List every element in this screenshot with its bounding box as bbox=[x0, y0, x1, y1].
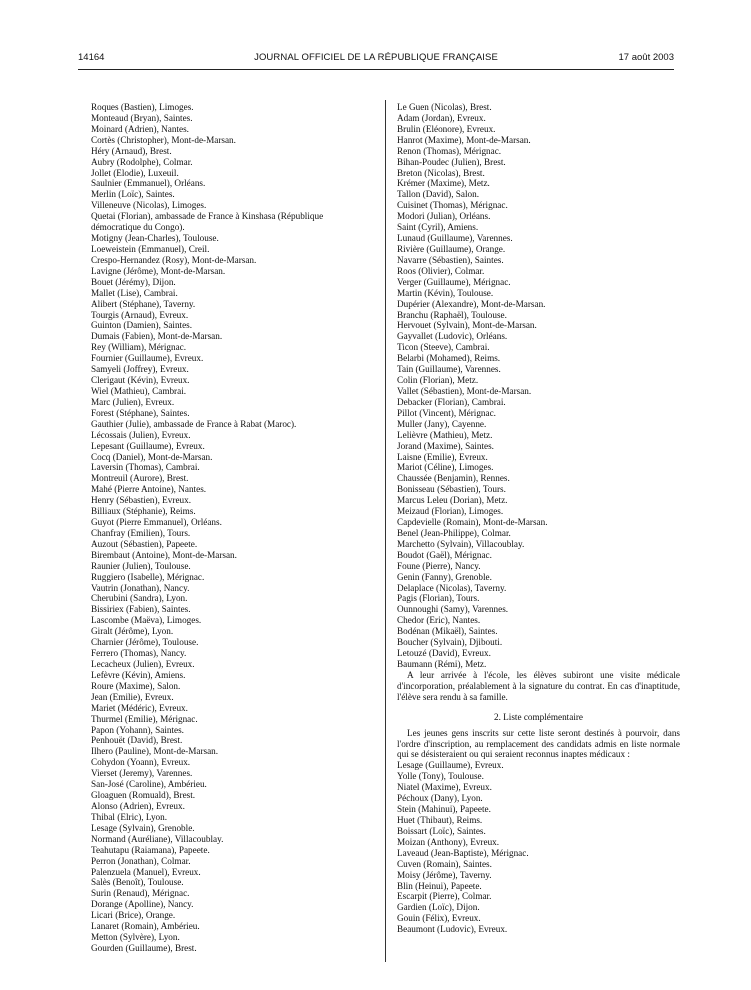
list-item: Baumann (Rémi), Metz. bbox=[397, 659, 487, 670]
list-item: Hervouet (Sylvain), Mont-de-Marsan. bbox=[397, 320, 537, 331]
list-item: Guinton (Damien), Saintes. bbox=[91, 320, 193, 331]
list-item: Navarre (Sébastien), Saintes. bbox=[397, 254, 504, 265]
publication-date: 17 août 2003 bbox=[618, 52, 674, 63]
list-item: Marc (Julien), Evreux. bbox=[91, 396, 175, 407]
list-item: Raunier (Julien), Toulouse. bbox=[91, 560, 191, 571]
list-item: Lunaud (Guillaume), Varennes. bbox=[397, 233, 513, 244]
list-item: Merlin (Loïc), Saintes. bbox=[91, 189, 175, 200]
list-item: Gouin (Félix), Evreux. bbox=[397, 913, 481, 924]
column-divider bbox=[385, 100, 386, 962]
list-item: Héry (Arnaud), Brest. bbox=[91, 145, 172, 156]
list-item: Mariet (Médéric), Evreux. bbox=[91, 702, 188, 713]
list-item: Lelièvre (Mathieu), Metz. bbox=[397, 429, 493, 440]
list-item: Monteaud (Bryan), Saintes. bbox=[91, 112, 193, 123]
list-item: Laveaud (Jean-Baptiste), Mérignac. bbox=[397, 847, 529, 858]
list-item: Cuven (Romain), Saintes. bbox=[397, 858, 492, 869]
list-item: Forest (Stéphane), Saintes. bbox=[91, 407, 190, 418]
list-item: Birembaut (Antoine), Mont-de-Marsan. bbox=[91, 549, 237, 560]
list-item: Cohydon (Yoann), Evreux. bbox=[91, 757, 191, 768]
list-item: Tourgis (Arnaud), Evreux. bbox=[91, 309, 189, 320]
list-item: Chedor (Eric), Nantes. bbox=[397, 615, 481, 626]
list-item: Belarbi (Mohamed), Reims. bbox=[397, 353, 501, 364]
list-item: Lanaret (Romain), Ambérieu. bbox=[91, 921, 200, 932]
list-item: Charnier (Jérôme), Toulouse. bbox=[91, 637, 199, 648]
list-item: Clerigaut (Kévin), Evreux. bbox=[91, 375, 190, 386]
list-item: Lascombe (Maëva), Limoges. bbox=[91, 615, 202, 626]
list-item: Cocq (Daniel), Mont-de-Marsan. bbox=[91, 451, 213, 462]
list-item: Roos (Olivier), Colmar. bbox=[397, 265, 485, 276]
page-number: 14164 bbox=[78, 52, 105, 63]
list-item: Normand (Auréliane), Villacoublay. bbox=[91, 833, 224, 844]
list-item: Vallet (Sébastien), Mont-de-Marsan. bbox=[397, 385, 532, 396]
list-item: Papon (Yohann), Saintes. bbox=[91, 724, 184, 735]
list-item: Wiel (Mathieu), Cambrai. bbox=[91, 385, 187, 396]
right-column bbox=[397, 102, 680, 935]
list-item: Teahutapu (Raiamana), Papeete. bbox=[91, 844, 210, 855]
list-item: Gardien (Loïc), Dijon. bbox=[397, 902, 480, 913]
body-paragraph: A leur arrivée à l'école, les élèves subiront une visite médicale d'incorporation, préalablement à la signature du contrat. En cas d'inaptitude, l'élève sera rendu à sa famille. bbox=[397, 669, 680, 702]
list-item: Gayvallet (Ludovic), Orléans. bbox=[397, 331, 508, 342]
list-item: Chaussée (Benjamin), Rennes. bbox=[397, 473, 510, 484]
list-item: Escarpit (Pierre), Colmar. bbox=[397, 891, 492, 902]
list-item: Bissiriex (Fabien), Saintes. bbox=[91, 604, 191, 615]
list-item: Bodénan (Mikaël), Saintes. bbox=[397, 626, 498, 637]
list-item: Samyeli (Joffrey), Evreux. bbox=[91, 364, 189, 375]
list-item: Lepesant (Guillaume), Evreux. bbox=[91, 440, 205, 451]
list-item: Moizan (Anthony), Evreux. bbox=[397, 836, 500, 847]
list-item: Cherubini (Sandra), Lyon. bbox=[91, 593, 188, 604]
list-item: Guyot (Pierre Emmanuel), Orléans. bbox=[91, 517, 222, 528]
list-item: Henry (Sébastien), Evreux. bbox=[91, 495, 192, 506]
list-item: Licari (Brice), Orange. bbox=[91, 910, 176, 921]
list-item: Crespo-Hernandez (Rosy), Mont-de-Marsan. bbox=[91, 254, 257, 265]
list-item: Vierset (Jeremy), Varennes. bbox=[91, 768, 193, 779]
journal-title: JOURNAL OFFICIEL DE LA RÉPUBLIQUE FRANÇAISE bbox=[254, 52, 498, 63]
list-item: Alonso (Adrien), Evreux. bbox=[91, 801, 185, 811]
list-item: Ticon (Steeve), Cambrai. bbox=[397, 342, 490, 353]
list-item: Bihan-Poudec (Julien), Brest. bbox=[397, 156, 506, 167]
list-item bbox=[91, 211, 374, 233]
list-item: Ferrero (Thomas), Nancy. bbox=[91, 648, 187, 659]
list-item: Giralt (Jérôme), Lyon. bbox=[91, 626, 174, 637]
list-item: Moisy (Jérôme), Taverny. bbox=[397, 869, 492, 880]
list-item: Martin (Kévin), Toulouse. bbox=[397, 287, 494, 298]
list-item: Penhouët (David), Brest. bbox=[91, 735, 183, 746]
list-item: Cortès (Christopher), Mont-de-Marsan. bbox=[91, 134, 236, 145]
list-item: Niatel (Maxime), Evreux. bbox=[397, 782, 492, 793]
list-item: Marcus Leleu (Dorian), Metz. bbox=[397, 495, 508, 506]
list-item: Brulin (Eléonore), Evreux. bbox=[397, 123, 496, 134]
page-header bbox=[78, 52, 674, 66]
list-item: Aubry (Rodolphe), Colmar. bbox=[91, 156, 193, 167]
list-item: Capdevielle (Romain), Mont-de-Marsan. bbox=[397, 517, 548, 528]
list-item: Marchetto (Sylvain), Villacoublay. bbox=[397, 538, 525, 549]
list-item: Branchu (Raphaël), Toulouse. bbox=[397, 309, 507, 320]
list-item: Surin (Renaud), Mérignac. bbox=[91, 888, 190, 899]
list-item: Boissart (Loïc), Saintes. bbox=[397, 825, 486, 836]
list-item: Roques (Bastien), Limoges. bbox=[91, 102, 194, 112]
list-item: Mariot (Céline), Limoges. bbox=[397, 462, 494, 473]
list-item: Gourden (Guillaume), Brest. bbox=[91, 942, 197, 953]
left-column bbox=[91, 102, 374, 954]
section-title: 2. Liste complémentaire bbox=[493, 711, 584, 722]
list-item: Ilhero (Pauline), Mont-de-Marsan. bbox=[91, 746, 219, 757]
list-item: Cuisinet (Thomas), Mérignac. bbox=[397, 200, 508, 211]
list-item: Renon (Thomas), Mérignac. bbox=[397, 145, 502, 156]
list-item: Lavigne (Jérôme), Mont-de-Marsan. bbox=[91, 265, 226, 276]
list-item: Motigny (Jean-Charles), Toulouse. bbox=[91, 233, 219, 244]
list-item: Colin (Florian), Metz. bbox=[397, 375, 479, 386]
list-item: Adam (Jordan), Evreux. bbox=[397, 112, 486, 123]
list-item: Laversin (Thomas), Cambrai. bbox=[91, 462, 200, 473]
list-item: Tallon (David), Salon. bbox=[397, 189, 480, 200]
body-paragraph: Les jeunes gens inscrits sur cette liste seront destinés à pourvoir, dans l'ordre d'inscription, au remplacement des candidats admis en liste normale qui se désisteraient ou qui seraient reconnus inaptes médicaux : bbox=[397, 727, 680, 760]
list-item: Foune (Pierre), Nancy. bbox=[397, 560, 481, 571]
list-item: Letouzé (David), Evreux. bbox=[397, 648, 491, 659]
list-item: Ruggiero (Isabelle), Mérignac. bbox=[91, 571, 205, 582]
list-item: Pillot (Vincent), Mérignac. bbox=[397, 407, 496, 418]
list-item: Bonisseau (Sébastien), Tours. bbox=[397, 484, 506, 495]
list-item: Hanrot (Maxime), Mont-de-Marsan. bbox=[397, 134, 531, 145]
list-item: Palenzuela (Manuel), Evreux. bbox=[91, 866, 201, 877]
list-item: Lefèvre (Kévin), Amiens. bbox=[91, 669, 186, 680]
list-item: San-José (Caroline), Ambérieu. bbox=[91, 779, 207, 790]
list-item: Ounnoughi (Samy), Varennes. bbox=[397, 604, 509, 615]
list-item: Fournier (Guillaume), Evreux. bbox=[91, 353, 204, 364]
list-item-line: démocratique du Congo). bbox=[91, 222, 185, 233]
list-item: Meizaud (Florian), Limoges. bbox=[397, 506, 504, 517]
list-item: Perron (Jonathan), Colmar. bbox=[91, 855, 191, 866]
list-item: Modori (Julian), Orléans. bbox=[397, 211, 491, 222]
list-item: Laisne (Emilie), Evreux. bbox=[397, 451, 488, 462]
list-item: Péchoux (Dany), Lyon. bbox=[397, 793, 483, 804]
list-item: Mallet (Lise), Cambrai. bbox=[91, 287, 178, 298]
list-item: Pagis (Florian), Tours. bbox=[397, 593, 480, 604]
list-item: Chanfray (Emilien), Tours. bbox=[91, 527, 191, 538]
list-item: Krémer (Maxime), Metz. bbox=[397, 178, 490, 189]
list-item: Gauthier (Julie), ambassade de France à Rabat (Maroc). bbox=[91, 418, 297, 429]
list-item: Huet (Thibaut), Reims. bbox=[397, 815, 483, 825]
list-item: Dorange (Apolline), Nancy. bbox=[91, 899, 194, 910]
list-item: Breton (Nicolas), Brest. bbox=[397, 167, 485, 178]
list-item: Genin (Fanny), Grenoble. bbox=[397, 571, 492, 582]
list-item: Dumais (Fabien), Mont-de-Marsan. bbox=[91, 331, 223, 342]
list-item: Yolle (Tony), Toulouse. bbox=[397, 771, 484, 782]
list-item: Jorand (Maxime), Saintes. bbox=[397, 440, 494, 451]
list-item: Thurmel (Emilie), Mérignac. bbox=[91, 713, 198, 724]
list-item: Lesage (Guillaume), Evreux. bbox=[397, 760, 504, 771]
list-item: Alibert (Stéphane), Taverny. bbox=[91, 298, 196, 309]
list-item: Lecacheux (Julien), Evreux. bbox=[91, 659, 195, 670]
header-rule bbox=[78, 69, 674, 70]
list-item: Blin (Heinui), Papeete. bbox=[397, 880, 482, 891]
list-item: Dupérier (Alexandre), Mont-de-Marsan. bbox=[397, 298, 546, 309]
list-item: Beaumont (Ludovic), Evreux. bbox=[397, 924, 508, 935]
list-item: Rivière (Guillaume), Orange. bbox=[397, 243, 506, 254]
list-item: Lécossais (Julien), Evreux. bbox=[91, 429, 191, 440]
list-item: Verger (Guillaume), Mérignac. bbox=[397, 276, 511, 287]
list-item: Bouet (Jérémy), Dijon. bbox=[91, 276, 176, 287]
list-item-line: Quetai (Florian), ambassade de France à Kinshasa (République bbox=[91, 211, 324, 222]
list-item: Metton (Sylvère), Lyon. bbox=[91, 932, 180, 943]
list-item: Delaplace (Nicolas), Taverny. bbox=[397, 582, 507, 593]
list-item: Stein (Mahinui), Papeete. bbox=[397, 804, 491, 815]
list-item: Saulnier (Emmanuel), Orléans. bbox=[91, 178, 206, 189]
list-item: Saint (Cyril), Amiens. bbox=[397, 222, 479, 233]
list-item: Billiaux (Stéphanie), Reims. bbox=[91, 506, 196, 517]
list-item: Lesage (Sylvain), Grenoble. bbox=[91, 822, 195, 833]
list-item: Gloaguen (Romuald), Brest. bbox=[91, 790, 196, 801]
list-item: Moinard (Adrien), Nantes. bbox=[91, 123, 189, 134]
list-item: Vautrin (Jonathan), Nancy. bbox=[91, 582, 190, 593]
list-item: Villeneuve (Nicolas), Limoges. bbox=[91, 200, 207, 211]
list-item: Boucher (Sylvain), Djibouti. bbox=[397, 637, 503, 648]
list-item: Le Guen (Nicolas), Brest. bbox=[397, 102, 492, 112]
list-item: Jollet (Elodie), Luxeuil. bbox=[91, 167, 179, 178]
list-item: Roure (Maxime), Salon. bbox=[91, 680, 181, 691]
list-item: Muller (Jany), Cayenne. bbox=[397, 418, 487, 429]
list-item: Benel (Jean-Philippe), Colmar. bbox=[397, 527, 511, 538]
list-item: Auzout (Sébastien), Papeete. bbox=[91, 538, 198, 549]
list-item: Salès (Benoît), Toulouse. bbox=[91, 877, 184, 888]
list-item: Montreuil (Aurore), Brest. bbox=[91, 473, 189, 484]
list-item: Rey (William), Mérignac. bbox=[91, 342, 187, 353]
list-item: Debacker (Florian), Cambrai. bbox=[397, 396, 506, 407]
list-item: Mahé (Pierre Antoine), Nantes. bbox=[91, 484, 207, 495]
list-item: Loeweistein (Emmanuel), Creil. bbox=[91, 243, 210, 254]
list-item: Thibal (Elric), Lyon. bbox=[91, 811, 168, 822]
list-item: Boudot (Gaël), Mérignac. bbox=[397, 549, 492, 560]
list-item: Jean (Emilie), Evreux. bbox=[91, 691, 174, 702]
list-item: Tain (Guillaume), Varennes. bbox=[397, 364, 501, 375]
